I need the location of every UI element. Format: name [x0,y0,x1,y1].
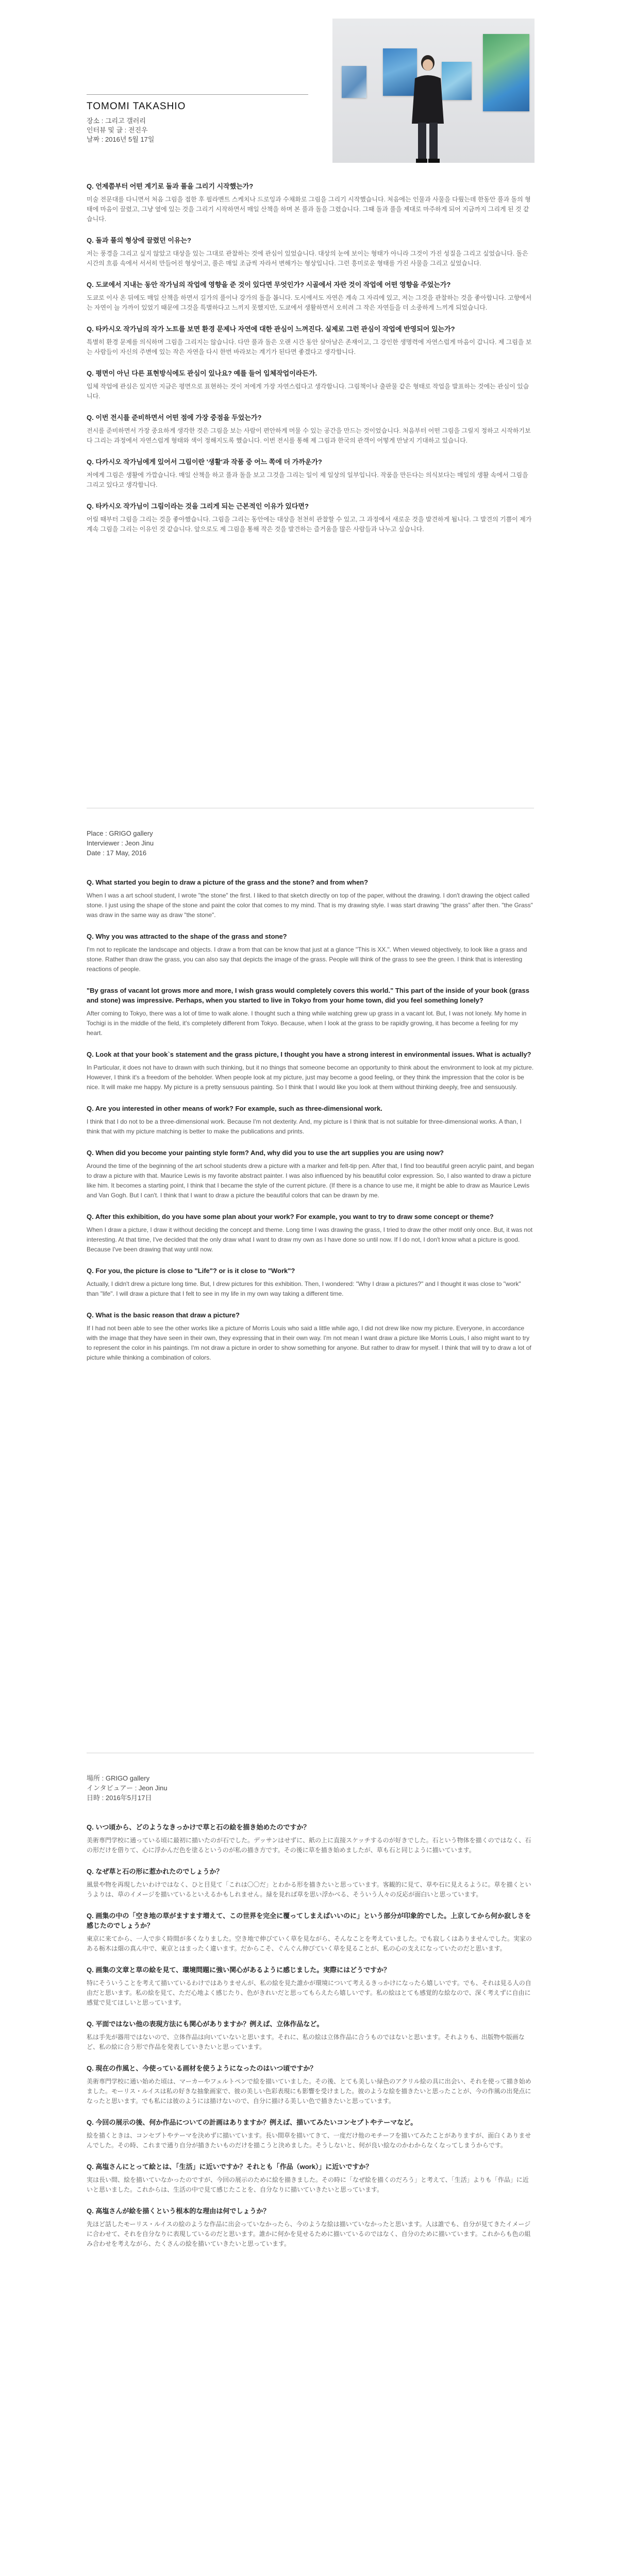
answer: In Particular, it does not have to drawn with such thinking, but it no things that someone become an opportunity to think about the environment to look at my picture. However, I think it's a freedom of the beholder. When people look at my picture, just may become a good feeling, or they think the impression that the color is be nice. It will make me happy. My picture is a pretty sensuous painting. So I think that I would like you look at them without thinking deeply, free and sensuously. [87,1064,534,1091]
question: Q. What is the basic reason that draw a picture? [87,1311,240,1319]
question: Q. 이번 전시를 준비하면서 어떤 점에 가장 중점을 두었는가? [87,414,262,421]
answer: 美術専門学校に通い始めた頃は、マーカーやフェルトペンで絵を描いていました。その後、とても美しい緑色のアクリル絵の具に出会い、それを使って描き始めました。モーリス・ルイスは私の好きな抽象画家で、彼の美しい色彩表現にも影響を受けました。彼のような絵を描きたいと思ったことが、今の作風の出発点になったと思います。でも私には彼のようには描けないので、自分に描ける美しい色で描きたいと思っています。 [87,2078,531,2105]
answer: 어릴 때부터 그림을 그리는 것을 좋아했습니다. 그림을 그리는 동안에는 대상을 천천히 관찰할 수 있고, 그 과정에서 새로운 것을 발견하게 됩니다. 그 발견의 기쁨이 제가 계속 그림을 그리는 이유인 것 같습니다. 앞으로도 제 그림을 통해 작은 것을 발견하는 즐거움을 많은 사람들과 나누고 싶습니다. [87,516,532,533]
question: Q. 언제쯤부터 어떤 계기로 돌과 풀을 그리기 시작했는가? [87,182,254,190]
section-meta-line: 場所 : GRIGO gallery [87,1774,150,1782]
question: Q. After this exhibition, do you have some plan about your work? For example, you want to try to draw some concept or theme? [87,1213,494,1221]
meta-place: 장소 : 그리고 갤러리 [87,117,146,125]
answer: 東京に来てから、一人で歩く時間が多くなりました。空き地で伸びていく草を見ながら、そんなことを考えていました。でも寂しくはありませんでした。実家のある栃木は畑の真ん中で、東京とはまったく違います。だからこそ、ぐんぐん伸びていく草を見ることが、私の心の支えになっていたのだと思います。 [87,1935,532,1952]
painting-mid-right [442,62,472,100]
section-meta [87,828,534,858]
answer: I'm not to replicate the landscape and objects. I draw a from that can be know that just at a glance "This is XX.". When viewed objectively, to look like a grass and stone. Rather than draw the grass, you can also say that depicts the image of the grass. People will think of the grass to see the green. I think that is interesting reactions of people. [87,946,527,973]
answer: When I was a art school student, I wrote "the stone" the first. I liked to that sketch directly on top of the paper, without the drawing. I don't drawing the object called stone. I just using the shape of the stone and paint the color that comes to my mind. That is my drawing style. I was start drawing "the grass" after then. "the Grass" was draw in the same way as draw "the stone". [87,892,533,919]
answer: 입체 작업에 관심은 있지만 지금은 평면으로 표현하는 것이 저에게 가장 자연스럽다고 생각합니다. 그림책이나 출판물 같은 형태로 작업을 발표하는 것에는 관심이 있습니다. [87,383,529,400]
answer: If I had not been able to see the other works like a picture of Morris Louis who said a little while ago, I did not drew like now my picture. Everyone, in accordance with the image that they have seen in their own, they expressing that in their own way. I'm not mean I want draw a picture like Morris Louis, I also might want to try to represent the color in his paintings. I'm not draw a picture in order to show something for anyone. But rather to draw for myself. I think that will try to draw a lot of picture while thinking a combination of colors. [87,1325,531,1361]
answer: 미술 전문대를 다니면서 처음 그림을 접한 후 필라멘트 스케치나 드로잉과 수채화로 그림을 그리기 시작했습니다. 처음에는 인물과 사물을 다뤘는데 한동안 풀과 돌의 형태에 마음이 끌렸고, 그냥 옆에 있는 것을 그리기 시작하면서 매일 산책을 하며 본 풀과 돌을 그렸습니다. 그때 돌과 풀을 제대로 마주하게 되어 지금까지 그리게 된 것 같습니다. [87,196,531,223]
painting-small-left [342,66,366,98]
qa-item [87,2206,534,2249]
qa-item [87,1104,534,1137]
answer: 私は手先が器用ではないので、立体作品は向いていないと思います。それに、私の絵は立体作品に合うものではないと思います。それよりも、出版物や版画など、私の絵に合う形で作品を発表していきたいと思っています。 [87,2033,525,2050]
painting-large-right [483,34,529,111]
section-meta-line: 日時 : 2016年5月17日 [87,1794,152,1802]
answer: After coming to Tokyo, there was a lot of time to walk alone. I thought such a thing while watching grew up grass in a vacant lot. But, I was not lonely. My home in Tochigi is in the middle of the field, it's completely different from Tokyo. Because, when I look at the grass to be rapidly growing, it has become a feeling for my heart. [87,1010,527,1037]
qa-item [87,413,534,446]
interview-section-korean [87,181,534,546]
answer: 도쿄로 이사 온 뒤에도 매일 산책을 하면서 길가의 풀이나 강가의 돌을 봅니다. 도시에서도 자연은 계속 그 자리에 있고, 저는 그것을 관찰하는 것을 좋아합니다. 고향에서는 자연이 늘 가까이 있었기 때문에 그것을 특별하다고 느끼지 못했지만, 도쿄에서 생활하면서 오히려 그 작은 자연들을 더 소중하게 느끼게 되었습니다. [87,294,532,311]
answer: Actually, I didn't drew a picture long time. But, I drew pictures for this exhibition. Then, I wondered: "Why I draw a pictures?" and I thought it was close to "work" than "life". I will draw a picture that I felt to see in my life in my own way taking a different time. [87,1280,521,1297]
answer: 美術専門学校に通っている頃に最初に描いたのが石でした。デッサンはせずに、紙の上に直接スケッチするのが好きでした。石という物体を描くのではなく、石の形だけを借りて、心に浮かんだ色を塗るというのが私の描き方です。その後に草を描き始めましたが、草も石と同じように描いています。 [87,1837,531,1854]
artist-name: TOMOMI TAKASHIO [87,101,186,112]
qa-item [87,368,534,401]
meta-interviewer: 인터뷰 및 글 : 전진우 [87,126,148,134]
question: Q. For you, the picture is close to "Life"? or is it close to "Work"? [87,1267,295,1275]
answer: Around the time of the beginning of the art school students drew a picture with a marker and felt-tip pen. After that, I find too beautiful green acrylic paint, and began to draw a picture with that. Maurice Lewis is my favorite abstract painter. I was also influenced by his beautiful color expression. So, I also wanted to draw a picture like him. It becomes a starting point, I think that I became the style of the current picture. (If there is a chance to use me, it might be able to draw as Maurice Lewis and Van Gogh. But I can't. I think that I want to draw a picture the beautiful colors that can be drawn by me. [87,1162,534,1199]
question: Q. 平面ではない他の表現方法にも関心がありますか？例えば、立体作品など。 [87,2020,324,2028]
question: Q. なぜ草と石の形に惹かれたのでしょうか？ [87,1868,223,1875]
question: Q. 타카시오 작가님이 그림이라는 것을 그리게 되는 근본적인 이유가 있다면? [87,502,309,510]
qa-item [87,1148,534,1200]
qa-item [87,1822,534,1855]
answer: 絵を描くときは、コンセプトやテーマを決めずに描いています。長い間草を描いてきて、一度だけ他のモチーフを描いてみたことがありますが、面白くありませんでした。その時、これまで通り自分が描きたいものだけを描こうと決めました。そうしないと、何が良い絵なのかわからなくなってしまうからです。 [87,2132,531,2149]
question: Q. 画集の中の「空き地の草がますます増えて、この世界を完全に覆ってしまえばいいのに」という部分が印象的でした。上京してから何か寂しさを感じたのでしょうか？ [87,1912,531,1929]
meta-date: 날짜 : 2016년 5월 17일 [87,135,155,143]
question: Q. 画集の文章と草の絵を見て、環境問題に強い関心があるように感じました。実際にはどうですか？ [87,1966,391,1974]
answer: 특별히 환경 문제를 의식하며 그림을 그리지는 않습니다. 다만 풀과 돌은 오랜 시간 동안 살아남은 존재이고, 그 강인한 생명력에 자연스럽게 마음이 갑니다. 제 그림을 보는 사람들이 자신의 주변에 있는 작은 자연을 다시 한번 바라보는 계기가 된다면 좋겠다고 생각합니다. [87,338,532,355]
question: Q. いつ頃から、どのようなきっかけで草と石の絵を描き始めたのですか？ [87,1823,310,1831]
qa-item [87,501,534,534]
artist-figure [410,52,446,163]
question: Q. 現在の作風と、今使っている画材を使うようになったのはいつ頃ですか？ [87,2064,317,2072]
section-meta [87,1773,534,1803]
qa-item [87,1965,534,2008]
answer: 特にそういうことを考えて描いているわけではありませんが、私の絵を見た誰かが環境について考えるきっかけになったら嬉しいです。でも、それは見る人の自由だと思います。私の絵を見て、ただ心地よく感じたり、色がきれいだと思ってもらえたら嬉しいです。私の絵はとても感覚的な絵なので、深く考えずに自由に感覚で見てほしいと思っています。 [87,1979,531,2006]
qa-item [87,931,534,974]
question: Q. 타카시오 작가님의 작가 노트를 보면 환경 문제나 자연에 대한 관심이 느껴진다. 실제로 그런 관심이 작업에 반영되어 있는가? [87,325,455,333]
qa-item [87,1212,534,1255]
question: Q. 돌과 풀의 형상에 끌렸던 이유는? [87,236,191,244]
qa-item [87,2117,534,2150]
interview-section-japanese [87,1773,534,2260]
artist-photo [332,19,535,163]
qa-item [87,1049,534,1092]
section-meta-line: Place : GRIGO gallery [87,829,153,837]
question: Q. What started you begin to draw a picture of the grass and the stone? and from when? [87,878,369,886]
answer: 実は長い間、絵を描いていなかったのですが、今回の展示のために絵を描きました。その時に「なぜ絵を描くのだろう」と考えて、「生活」よりも「作品」に近いと思いました。これからは、生活の中で見て感じたことを、自分なりに描いていきたいと思っています。 [87,2176,529,2193]
qa-item [87,457,534,490]
qa-item [87,2063,534,2106]
question: Q. 다카시오 작가님에게 있어서 그림이란 '생활'과 작품 중 어느 쪽에 더 가까운가? [87,458,322,466]
section-meta-line: Date : 17 May, 2016 [87,849,147,857]
question: Q. Why you was attracted to the shape of the grass and stone? [87,933,287,940]
answer: 전시를 준비하면서 가장 중요하게 생각한 것은 그림을 보는 사람이 편안하게 머물 수 있는 공간을 만드는 것이었습니다. 처음부터 어떤 그림을 그릴지 정하고 시작하기보다 그리는 과정에서 자연스럽게 형태와 색이 정해지도록 했습니다. 이번 전시를 통해 제 그림과 한국의 관객이 어떻게 만날지 기대하고 있습니다. [87,427,531,444]
header-meta [87,116,154,144]
title-rule [87,94,308,95]
answer: I think that I do not to be a three-dimensional work. Because I'm not dexterity. And, my picture is I think that is not suitable for three-dimensional works. A than, I think that with my picture matching is better to make the publications and prints. [87,1118,522,1135]
qa-item [87,1310,534,1363]
answer: 저에게 그림은 생활에 가깝습니다. 매일 산책을 하고 풀과 돌을 보고 그것을 그리는 일이 제 일상의 일부입니다. 작품을 만든다는 의식보다는 매일의 생활 속에서 그림을 그리고 있다고 생각합니다. [87,471,528,488]
qa-item [87,235,534,268]
interview-section-english [87,828,534,1374]
section-meta-line: インタビュアー : Jeon Jinu [87,1784,168,1792]
question: Q. 평면이 아닌 다른 표현방식에도 관심이 있나요? 예를 들어 입체작업이라든가. [87,369,318,377]
qa-item [87,324,534,357]
answer: 風景や物を再現したいわけではなく、ひと目見て「これは〇〇だ」とわかる形を描きたいと思っています。客観的に見て、草や石に見えるように。草を描くというよりは、草のイメージを描いているといえるかもしれません。緑を見れば草を思い浮かべる、そういう人々の反応が面白いと思っています。 [87,1881,531,1898]
qa-item [87,1266,534,1299]
qa-item [87,280,534,313]
qa-item [87,2019,534,2052]
qa-item [87,1911,534,1954]
answer: 先ほど話したモーリス・ルイスの絵のような作品に出会っていなかったら、今のような絵は描いていなかったと思います。人は誰でも、自分が見てきたイメージに合わせて、それを自分なりに表現しているのだと思います。誰かに何かを見せるために描いているのではなく、自分のために描いています。これからも色の組み合わせを考えながら、たくさんの絵を描いていきたいと思っています。 [87,2221,531,2247]
question: "By grass of vacant lot grows more and more, I wish grass would completely covers this world." This part of the inside of your book (grass and stone) was impressive. Perhaps, when you started to live in Tokyo from your home town, did you feel something lonely? [87,987,529,1004]
question: Q. Look at that your book`s statement and the grass picture, I thought you have a strong interest in environmental issues. What is actually? [87,1050,531,1058]
section-meta-line: Interviewer : Jeon Jinu [87,839,154,847]
answer: 저는 풍경을 그리고 싶지 않았고 대상을 있는 그대로 관찰하는 것에 관심이 있었습니다. 대상의 눈에 보이는 형태가 아니라 그것이 가진 성질을 그리고 싶었습니다. 돌은 시간의 흐름 속에서 서서히 만들어진 형상이고, 풀은 매일 조금씩 자라서 변해가는 형상입니다. 그런 흥미로운 형태를 가진 사물을 그리고 싶었습니다. [87,250,528,267]
question: Q. 高塩さんが絵を描くという根本的な理由は何でしょうか？ [87,2207,270,2215]
qa-item [87,986,534,1038]
question: Q. 高塩さんにとって絵とは、「生活」に近いですか？それとも「作品（work）」に近いですか？ [87,2163,373,2171]
qa-item [87,2162,534,2195]
question: Q. 今回の展示の後、何か作品についての計画はありますか？例えば、描いてみたいコンセプトやテーマなど。 [87,2119,417,2126]
answer: When I draw a picture, I draw it without deciding the concept and theme. Long time I was drawing the grass, I tried to draw the other motif only once. But, it was not interesting. At that time, I've decided that the only draw what I want to draw my own as I have done so until now. If I do not, I don't know what a picture is good. Because I've been drawing that way until now. [87,1226,533,1253]
qa-item [87,877,534,920]
question: Q. 도쿄에서 지내는 동안 작가님의 작업에 영향을 준 것이 있다면 무엇인가? 시골에서 자란 것이 작업에 어떤 영향을 주었는가? [87,281,451,289]
qa-item [87,1867,534,1900]
question: Q. Are you interested in other means of work? For example, such as three-dimensional work. [87,1105,382,1112]
qa-item [87,181,534,224]
question: Q. When did you become your painting style form? And, why did you to use the art supplies you are using now? [87,1149,444,1157]
